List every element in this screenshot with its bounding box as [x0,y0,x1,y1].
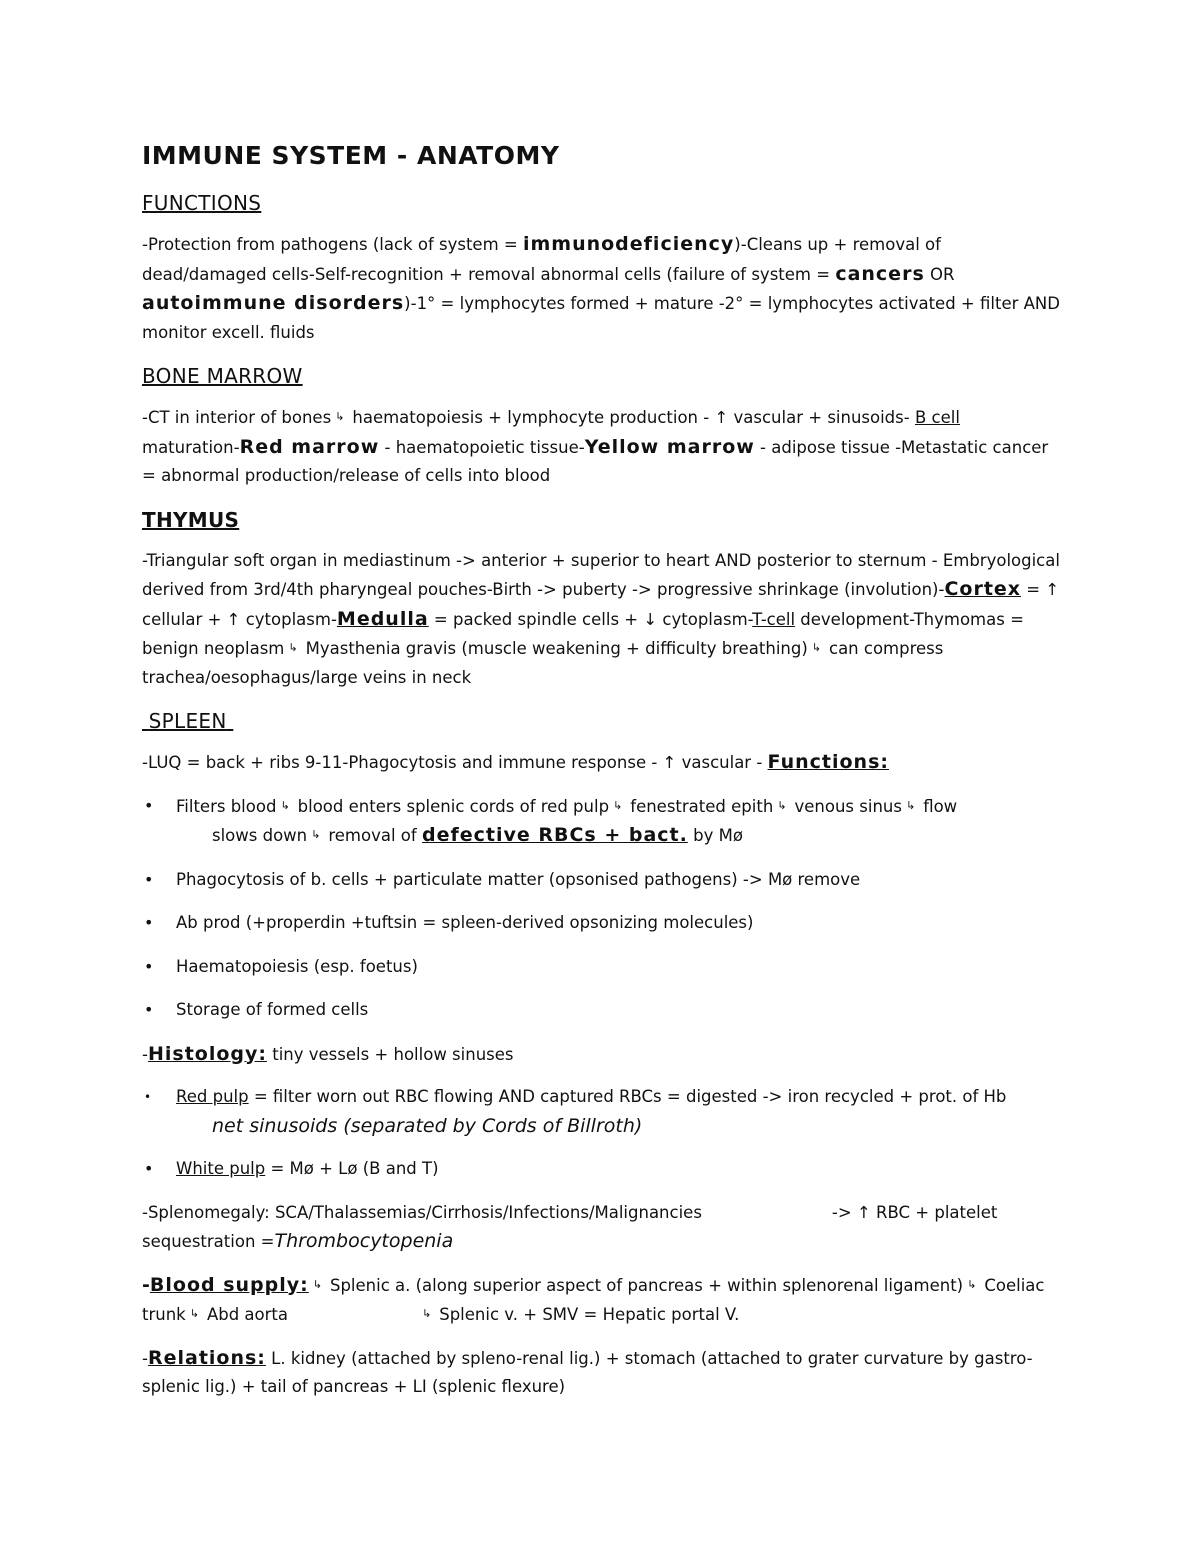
arrow-icon: ↳ [189,1307,199,1320]
text: fenestrated epith [630,796,774,816]
text: -LUQ = back + ribs 9-11-Phagocytosis and immune response - ↑ vascular - [142,753,768,772]
arrow-icon: ↳ [335,410,345,423]
text: - adipose tissue -Metastatic cancer = abnormal production/release of cells into blood [142,437,1049,485]
arrow-icon: ↳ [311,828,321,841]
list-item [142,1083,1062,1140]
text: - [142,1273,150,1296]
text: L. kidney (attached by spleno-renal lig.) + stomach (attached to grater curvature by gastro-splenic lig.) + tail of pancreas + LI (splenic flexure) [142,1348,1033,1396]
text: -Protection from pathogens (lack of system = [142,235,523,254]
spleen-functions-list [142,792,1062,1025]
text: slows down [212,826,308,845]
text: venous sinus [794,796,902,816]
term-b-cell: B cell [914,408,960,427]
net-sinusoids: net sinusoids (separated by Cords of Billroth) [212,1114,643,1137]
text: Coeliac trunk [142,1275,1045,1324]
bone-marrow-paragraph [142,403,1062,491]
thymus-heading: THYMUS [142,507,240,532]
term-relations: Relations: [147,1346,266,1369]
list-item [142,953,1062,982]
text: = ↑ cellular + ↑ cytoplasm- [142,580,1060,629]
text: haematopoiesis + lymphocyte production - ↑ vascular + sinusoids- [352,408,915,427]
list-item [142,866,1062,895]
term-functions: Functions: [767,751,889,773]
text: -Triangular soft organ in mediastinum -> anterior + superior to heart AND posterior to sternum - Embryological derived from 3rd/4th pharyngeal pouches-Birth -> puberty -> progressive shrinkage (involution)- [142,550,1060,599]
text: -> ↑ RBC + platelet sequestration = [142,1202,998,1251]
arrow-icon: ↳ [422,1307,432,1320]
arrow-icon: ↳ [811,641,821,654]
bullet-icon: • [144,1090,152,1104]
arrow-icon: ↳ [280,798,290,812]
text: = packed spindle cells + ↓ cytoplasm- [428,609,753,629]
term-blood-supply: Blood supply: [149,1273,309,1296]
text: blood enters splenic cords of red pulp [297,796,610,816]
functions-heading: FUNCTIONS [142,191,262,215]
bullet-icon: • [144,1159,154,1178]
text: Splenic v. + SMV = Hepatic portal V. [439,1305,740,1324]
term-histology: Histology: [147,1042,267,1065]
spleen-heading-text: SPLEEN [148,709,227,733]
histology-line [142,1040,1062,1070]
arrow-icon: ↳ [312,1277,322,1291]
text: Haematopoiesis (esp. foetus) [176,956,418,976]
term-white-pulp: White pulp [176,1159,266,1178]
term-cancers: cancers [835,262,925,285]
page-title: IMMUNE SYSTEM - ANATOMY [142,141,560,170]
term-cortex: Cortex [944,578,1022,600]
arrow-icon: ↳ [777,798,787,812]
text: Filters blood [176,796,277,816]
text: - haematopoietic tissue- [379,437,585,457]
list-item [142,1155,1062,1184]
text: -CT in interior of bones [142,408,332,427]
term-thrombocytopenia: Thrombocytopenia [274,1230,454,1252]
relations-paragraph [142,1344,1062,1402]
text: )-Cleans up + removal of dead/damaged cells-Self-recognition + removal abnormal cells (failure of system = [142,235,941,284]
bullet-icon: • [144,795,154,815]
text: by Mø [687,826,743,845]
text: flow [923,796,958,816]
bullet-icon: • [144,1000,154,1019]
histology-list [142,1083,1062,1184]
text: can compress trachea/oesophagus/large veins in neck [142,639,944,687]
term-yellow-marrow: Yellow marrow [584,435,755,458]
splenomegaly-paragraph [142,1199,1062,1257]
text: Splenic a. (along superior aspect of pancreas + within splenorenal ligament) [329,1275,964,1295]
term-immunodeficiency: immunodeficiency [522,233,735,255]
list-item [142,909,1062,938]
text: Myasthenia gravis (muscle weakening + difficulty breathing) [305,639,808,658]
spleen-intro [142,748,1062,778]
term-medulla: Medulla [336,607,429,630]
bone-marrow-heading: BONE MARROW [142,364,303,388]
arrow-icon: ↳ [288,641,298,654]
text: = filter worn out RBC flowing AND captured RBCs = digested -> iron recycled + prot. of Hb [248,1087,1007,1106]
text: tiny vessels + hollow sinuses [266,1044,514,1064]
list-item [142,996,1062,1025]
text: Abd aorta [206,1305,289,1324]
blood-supply-paragraph [142,1271,1062,1330]
term-red-marrow: Red marrow [239,435,380,458]
document-page [142,138,1062,1416]
list-item [142,792,1062,851]
thymus-paragraph [142,547,1062,693]
term-red-pulp: Red pulp [176,1087,249,1106]
bullet-icon: • [144,913,154,932]
list-item-continuation [176,821,1062,851]
spleen-heading [142,706,1062,736]
text: = Mø + Lø (B and T) [265,1159,439,1178]
text: OR [924,264,955,284]
text: Storage of formed cells [176,1000,369,1019]
text: )-1° = lymphocytes formed + mature -2° = lymphocytes activated + filter AND monitor excell. fluids [142,294,1060,342]
arrow-icon: ↳ [905,798,916,812]
arrow-icon: ↳ [613,798,623,812]
text: - [142,1348,148,1368]
bullet-icon: • [144,869,154,889]
bullet-icon: • [144,956,154,976]
term-defective: defective RBCs + bact. [421,824,688,846]
term-autoimmune: autoimmune disorders [142,292,405,314]
text: removal of [328,826,422,845]
text: development-Thymomas = benign neoplasm [142,609,1024,658]
arrow-icon: ↳ [967,1277,977,1291]
text: - [142,1044,148,1064]
text: Phagocytosis of b. cells + particulate matter (opsonised pathogens) -> Mø remove [176,869,861,889]
functions-paragraph [142,230,1062,347]
text: maturation- [142,437,240,457]
term-t-cell: T-cell [752,609,796,629]
text: -Splenomegaly: SCA/Thalassemias/Cirrhosis/Infections/Malignancies [142,1202,702,1222]
text: Ab prod (+properdin +tuftsin = spleen-derived opsonizing molecules) [176,913,754,932]
